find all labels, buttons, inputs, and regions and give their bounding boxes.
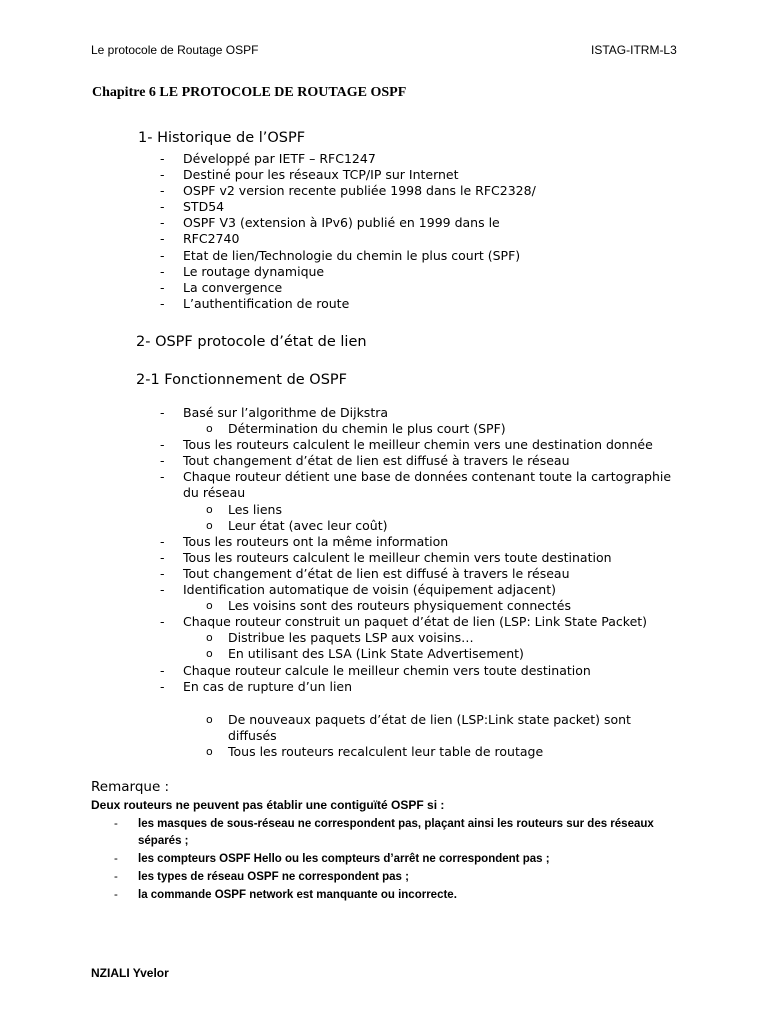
bullet-marker: - <box>160 279 165 295</box>
list-item-text: En cas de rupture d’un lien <box>183 678 353 694</box>
bullet-marker: o <box>206 422 213 436</box>
list-item-text: En utilisant des LSA (Link State Advertisement) <box>228 646 524 662</box>
list-item-text: Tous les routeurs recalculent leur table de routage <box>228 743 544 759</box>
list-item-text: De nouveaux paquets d’état de lien (LSP:Link state packet) sont <box>228 711 631 727</box>
list-item-text: OSPF V3 (extension à IPv6) publié en 1999 dans le <box>183 215 500 231</box>
list-item <box>160 405 671 421</box>
list-item-text: Distribue les paquets LSP aux voisins… <box>228 630 474 646</box>
list-item <box>160 247 536 264</box>
list-item <box>160 453 671 469</box>
list-item-text: Tout changement d’état de lien est diffusé à travers le réseau <box>183 453 570 469</box>
list-item-text: Leur état (avec leur coût) <box>228 517 388 533</box>
remark-item-text: les types de réseau OSPF ne correspondent pas ; <box>138 871 409 883</box>
list-item-text: Le routage dynamique <box>183 263 325 279</box>
bullet-marker: - <box>114 871 118 883</box>
list-item <box>160 437 671 453</box>
bullet-marker: - <box>114 818 118 830</box>
list-item-text: La convergence <box>183 279 283 295</box>
bullet-marker: - <box>160 263 165 279</box>
remark-item-text: les masques de sous-réseau ne correspondent pas, plaçant ainsi les routeurs sur des réseaux séparés ; <box>138 818 654 847</box>
bullet-marker: - <box>160 437 165 453</box>
bullet-marker: - <box>160 662 165 678</box>
list-item-text: Basé sur l’algorithme de Dijkstra <box>183 405 389 420</box>
bullet-marker: o <box>206 599 213 613</box>
list-item-text: RFC2740 <box>183 231 240 247</box>
spacer <box>183 695 671 712</box>
list-item-text: Tous les routeurs calculent le meilleur chemin vers toute destination <box>183 549 612 565</box>
list-item <box>160 199 536 215</box>
list-item <box>206 711 671 728</box>
list-item-text: Etat de lien/Technologie du chemin le plus court (SPF) <box>183 247 521 263</box>
bullet-marker: o <box>206 518 213 532</box>
list-item <box>160 215 536 231</box>
list-item <box>206 598 671 614</box>
list-item-text: Développé par IETF – RFC1247 <box>183 151 376 166</box>
list-item <box>160 614 671 630</box>
bullet-marker: - <box>160 247 165 263</box>
list-item <box>160 263 536 280</box>
list-item <box>160 295 536 312</box>
list-item-text: Chaque routeur détient une base de données contenant toute la cartographie <box>183 469 672 485</box>
list-item <box>160 662 671 679</box>
list-item-text: diffusés <box>228 727 277 743</box>
bullet-marker: o <box>206 502 213 516</box>
header-right: ISTAG-ITRM-L3 <box>591 43 677 57</box>
bullet-marker: - <box>160 469 165 485</box>
section2-title: 2- OSPF protocole d’état de lien <box>136 334 367 350</box>
footer-author: NZIALI Yvelor <box>91 966 169 980</box>
list-item <box>206 646 671 662</box>
list-item-text: Destiné pour les réseaux TCP/IP sur Internet <box>183 167 459 183</box>
bullet-marker: - <box>160 565 165 581</box>
list-item <box>160 565 671 582</box>
remark-item <box>114 816 698 850</box>
list-item-text: Identification automatique de voisin (équipement adjacent) <box>183 582 556 598</box>
bullet-marker: o <box>206 744 213 758</box>
list-item-text: Tous les routeurs calculent le meilleur chemin vers une destination donnée <box>183 437 653 453</box>
bullet-marker: - <box>160 549 165 565</box>
bullet-marker: - <box>160 614 165 630</box>
list-item-text: OSPF v2 version recente publiée 1998 dans le RFC2328/ <box>183 183 536 199</box>
chapter-title: Chapitre 6 LE PROTOCOLE DE ROUTAGE OSPF <box>92 85 407 100</box>
list-item <box>160 533 671 550</box>
list-item <box>206 421 671 437</box>
list-item-text: Chaque routeur calcule le meilleur chemin vers toute destination <box>183 662 591 678</box>
list-item <box>160 469 672 485</box>
list-item <box>206 517 671 534</box>
bullet-marker: - <box>160 582 165 598</box>
bullet-marker: o <box>206 712 213 726</box>
list-item-text: Tout changement d’état de lien est diffusé à travers le réseau <box>183 565 570 581</box>
bullet-marker: - <box>160 199 165 215</box>
list-item-text: Détermination du chemin le plus court (SPF) <box>228 421 506 437</box>
list-item <box>160 167 536 183</box>
list-item <box>160 549 671 566</box>
header-left: Le protocole de Routage OSPF <box>91 43 259 57</box>
list-item <box>160 231 536 247</box>
remark-item-text: les compteurs OSPF Hello ou les compteurs d’arrêt ne correspondent pas ; <box>138 853 550 865</box>
remark-list <box>114 816 698 905</box>
section1-title: 1- Historique de l’OSPF <box>138 130 306 146</box>
section1-list <box>160 151 536 312</box>
bullet-marker: - <box>160 453 165 469</box>
list-item-text: Les voisins sont des routeurs physiquement connectés <box>228 598 571 614</box>
bullet-marker: - <box>160 231 165 247</box>
list-item <box>160 183 536 199</box>
remark-item-text: la commande OSPF network est manquante ou incorrecte. <box>138 889 457 901</box>
remark-item <box>114 869 698 886</box>
list-item <box>228 728 671 744</box>
list-item-text: L’authentification de route <box>183 295 350 311</box>
list-item <box>160 582 671 598</box>
list-item-text: Chaque routeur construit un paquet d’état de lien (LSP: Link State Packet) <box>183 614 648 630</box>
remark-intro: Deux routeurs ne peuvent pas établir une contiguïté OSPF si : <box>91 798 445 812</box>
bullet-marker: - <box>160 167 165 183</box>
list-item <box>160 279 536 296</box>
bullet-marker: - <box>160 215 165 231</box>
list-item <box>206 501 671 518</box>
bullet-marker: - <box>114 889 118 901</box>
list-item <box>160 678 671 695</box>
list-item-text: Les liens <box>228 501 282 517</box>
list-item-text: Tous les routeurs ont la même information <box>183 533 449 549</box>
bullet-marker: - <box>160 678 165 694</box>
bullet-marker: - <box>160 183 165 199</box>
section21-list <box>160 405 672 760</box>
bullet-marker: o <box>206 647 213 661</box>
bullet-marker: - <box>160 405 165 420</box>
list-item <box>206 743 671 760</box>
remark-title: Remarque : <box>91 779 170 795</box>
list-item-text: du réseau <box>183 485 246 501</box>
bullet-marker: - <box>160 151 165 166</box>
list-item <box>206 630 671 646</box>
bullet-marker: - <box>114 853 118 865</box>
list-item-text: STD54 <box>183 199 225 215</box>
bullet-marker: - <box>160 295 165 311</box>
list-item <box>160 151 536 167</box>
remark-item <box>114 887 698 904</box>
bullet-marker: - <box>160 533 165 549</box>
section21-title: 2-1 Fonctionnement de OSPF <box>136 372 348 388</box>
list-item <box>183 485 671 501</box>
remark-item <box>114 851 698 868</box>
bullet-marker: o <box>206 631 213 645</box>
